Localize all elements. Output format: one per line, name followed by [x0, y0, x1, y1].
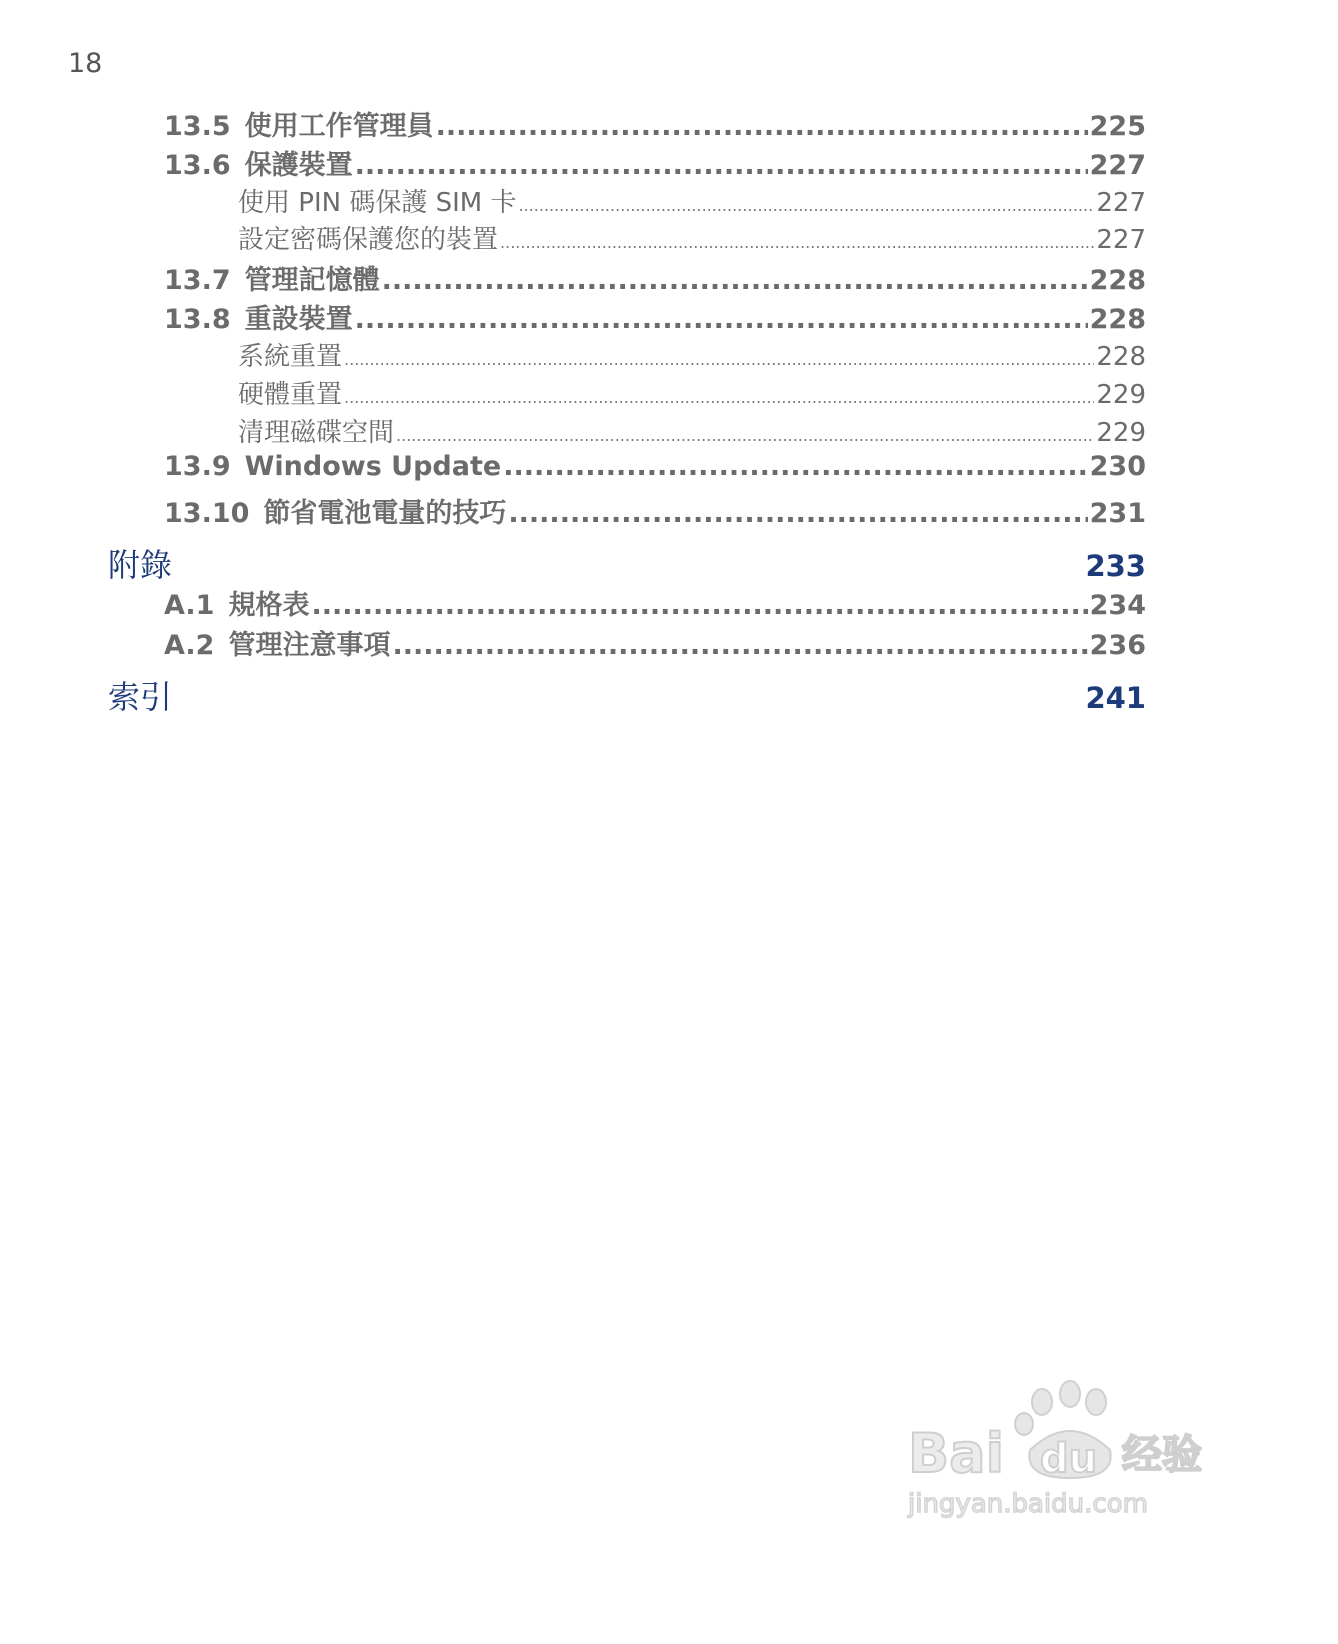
toc-entry-title: 管理注意事項	[228, 630, 391, 661]
toc-entry-page: 228	[1089, 265, 1146, 296]
watermark-brand-cn: 经验	[1122, 1432, 1202, 1478]
chapter-page: 241	[1085, 681, 1146, 715]
toc-entry-page: 229	[1096, 418, 1146, 448]
dot-leader	[355, 150, 1088, 181]
dot-leader	[518, 196, 1094, 215]
dot-leader	[436, 111, 1088, 142]
dot-leader	[355, 304, 1088, 335]
toc-entry-title: Windows Update	[244, 451, 502, 482]
watermark-url: jingyan.baidu.com	[908, 1489, 1148, 1519]
toc-entry-number: 13.7	[164, 265, 231, 296]
dot-leader	[503, 451, 1087, 482]
toc-entry-page: 227	[1096, 188, 1146, 218]
toc-chapter-index[interactable]	[108, 672, 1146, 718]
dot-leader	[344, 388, 1094, 407]
toc-entry-title: 設定密碼保護您的裝置	[238, 225, 499, 255]
dot-leader	[500, 233, 1094, 252]
toc-entry-number: A.2	[164, 630, 215, 661]
dot-leader	[382, 265, 1088, 296]
dot-leader	[311, 590, 1087, 621]
toc-entry-13-7[interactable]	[164, 258, 1146, 297]
watermark-brand-right: du	[1040, 1436, 1098, 1482]
toc-entry-page: 227	[1096, 225, 1146, 255]
toc-entry-title: 節省電池電量的技巧	[263, 498, 507, 529]
toc-entry-title: 使用 PIN 碼保護 SIM 卡	[238, 188, 517, 218]
toc-entry-number: 13.9	[164, 451, 231, 482]
toc-entry-page: 225	[1089, 111, 1146, 142]
toc-entry-number: A.1	[164, 590, 215, 621]
toc-entry-13-5[interactable]	[164, 104, 1146, 143]
toc-entry-13-6[interactable]	[164, 143, 1146, 182]
toc-entry-page: 229	[1096, 380, 1146, 410]
toc-subentry-sim-pin[interactable]	[238, 182, 1146, 219]
toc-entry-page: 231	[1089, 498, 1146, 529]
toc-entry-title: 重設裝置	[244, 304, 353, 335]
toc-entry-number: 13.10	[164, 498, 250, 529]
toc-entry-number: 13.5	[164, 111, 231, 142]
toc-entry-title: 硬體重置	[238, 380, 343, 410]
toc-entry-title: 使用工作管理員	[244, 111, 434, 142]
toc-entry-page: 228	[1089, 304, 1146, 335]
chapter-title: 附錄	[108, 546, 173, 584]
toc-subentry-disk-cleanup[interactable]	[238, 412, 1146, 449]
dot-leader	[392, 630, 1087, 661]
toc-entry-13-10[interactable]	[164, 491, 1146, 530]
toc-entry-page: 230	[1089, 451, 1146, 482]
toc-entry-page: 236	[1089, 630, 1146, 661]
toc-entry-title: 保護裝置	[244, 150, 353, 181]
toc-subentry-hard-reset[interactable]	[238, 374, 1146, 411]
toc-entry-page: 234	[1089, 590, 1146, 621]
toc-entry-title: 管理記憶體	[244, 265, 380, 296]
dot-leader	[508, 498, 1087, 529]
toc-entry-a-1[interactable]	[164, 583, 1146, 622]
toc-entry-number: 13.8	[164, 304, 231, 335]
toc-subentry-device-password[interactable]	[238, 219, 1146, 256]
chapter-page: 233	[1085, 549, 1146, 583]
dot-leader	[344, 350, 1094, 369]
toc-entry-number: 13.6	[164, 150, 231, 181]
toc-chapter-appendix[interactable]	[108, 540, 1146, 586]
toc-entry-a-2[interactable]	[164, 623, 1146, 662]
toc-entry-title: 系統重置	[238, 342, 343, 372]
toc-entry-title: 清理磁碟空間	[238, 418, 395, 448]
dot-leader	[396, 426, 1094, 445]
toc-entry-title: 規格表	[228, 590, 310, 621]
page-number: 18	[68, 48, 103, 79]
watermark-brand-left: Bai	[908, 1422, 1005, 1485]
chapter-title: 索引	[108, 678, 173, 716]
toc-entry-13-8[interactable]	[164, 297, 1146, 336]
toc-entry-page: 227	[1089, 150, 1146, 181]
baidu-watermark-logo	[900, 1380, 1220, 1520]
toc-subentry-system-reset[interactable]	[238, 336, 1146, 373]
toc-entry-13-9[interactable]	[164, 451, 1146, 482]
toc-entry-page: 228	[1096, 342, 1146, 372]
